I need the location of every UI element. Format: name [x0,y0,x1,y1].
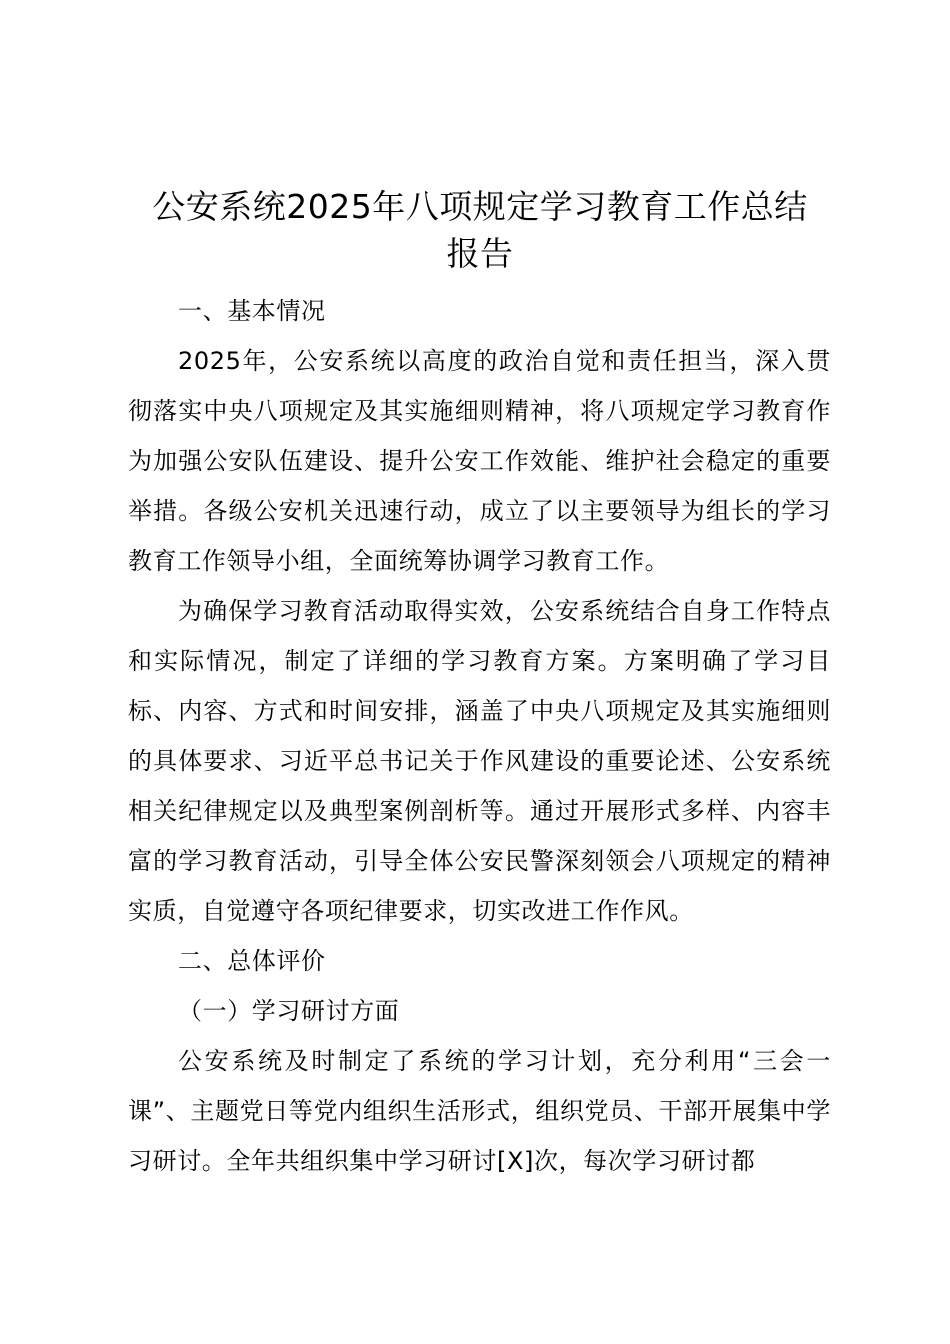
document-body [128,286,831,1186]
title-line-2: 报告 [446,234,514,273]
paragraph: 2025年，公安系统以高度的政治自觉和责任担当，深入贯彻落实中央八项规定及其实施细则精神，将八项规定学习教育作为加强公安队伍建设、提升公安工作效能、维护社会稳定的重要举措。各级公安机关迅速行动，成立了以主要领导为组长的学习教育工作领导小组，全面统筹协调学习教育工作。 [128,347,831,575]
section-heading-overall-evaluation: 二、总体评价 [178,947,326,975]
document-title [100,183,860,277]
paragraph: 为确保学习教育活动取得实效，公安系统结合自身工作特点和实际情况，制定了详细的学习教育方案。方案明确了学习目标、内容、方式和时间安排，涵盖了中央八项规定及其实施细则的具体要求、习近平总书记关于作风建设的重要论述、公安系统相关纪律规定以及典型案例剖析等。通过开展形式多样、内容丰富的学习教育活动，引导全体公安民警深刻领会八项规定的精神实质，自觉遵守各项纪律要求，切实改进工作作风。 [128,597,831,925]
subsection-heading-study-discussion: （一）学习研讨方面 [178,997,400,1025]
title-line-1: 公安系统2025年八项规定学习教育工作总结 [152,187,808,226]
section-heading-basic-situation: 一、基本情况 [178,297,326,325]
paragraph: 公安系统及时制定了系统的学习计划，充分利用“三会一课”、主题党日等党内组织生活形式，组织党员、干部开展集中学习研讨。全年共组织集中学习研讨[X]次，每次学习研讨都 [128,1047,831,1175]
